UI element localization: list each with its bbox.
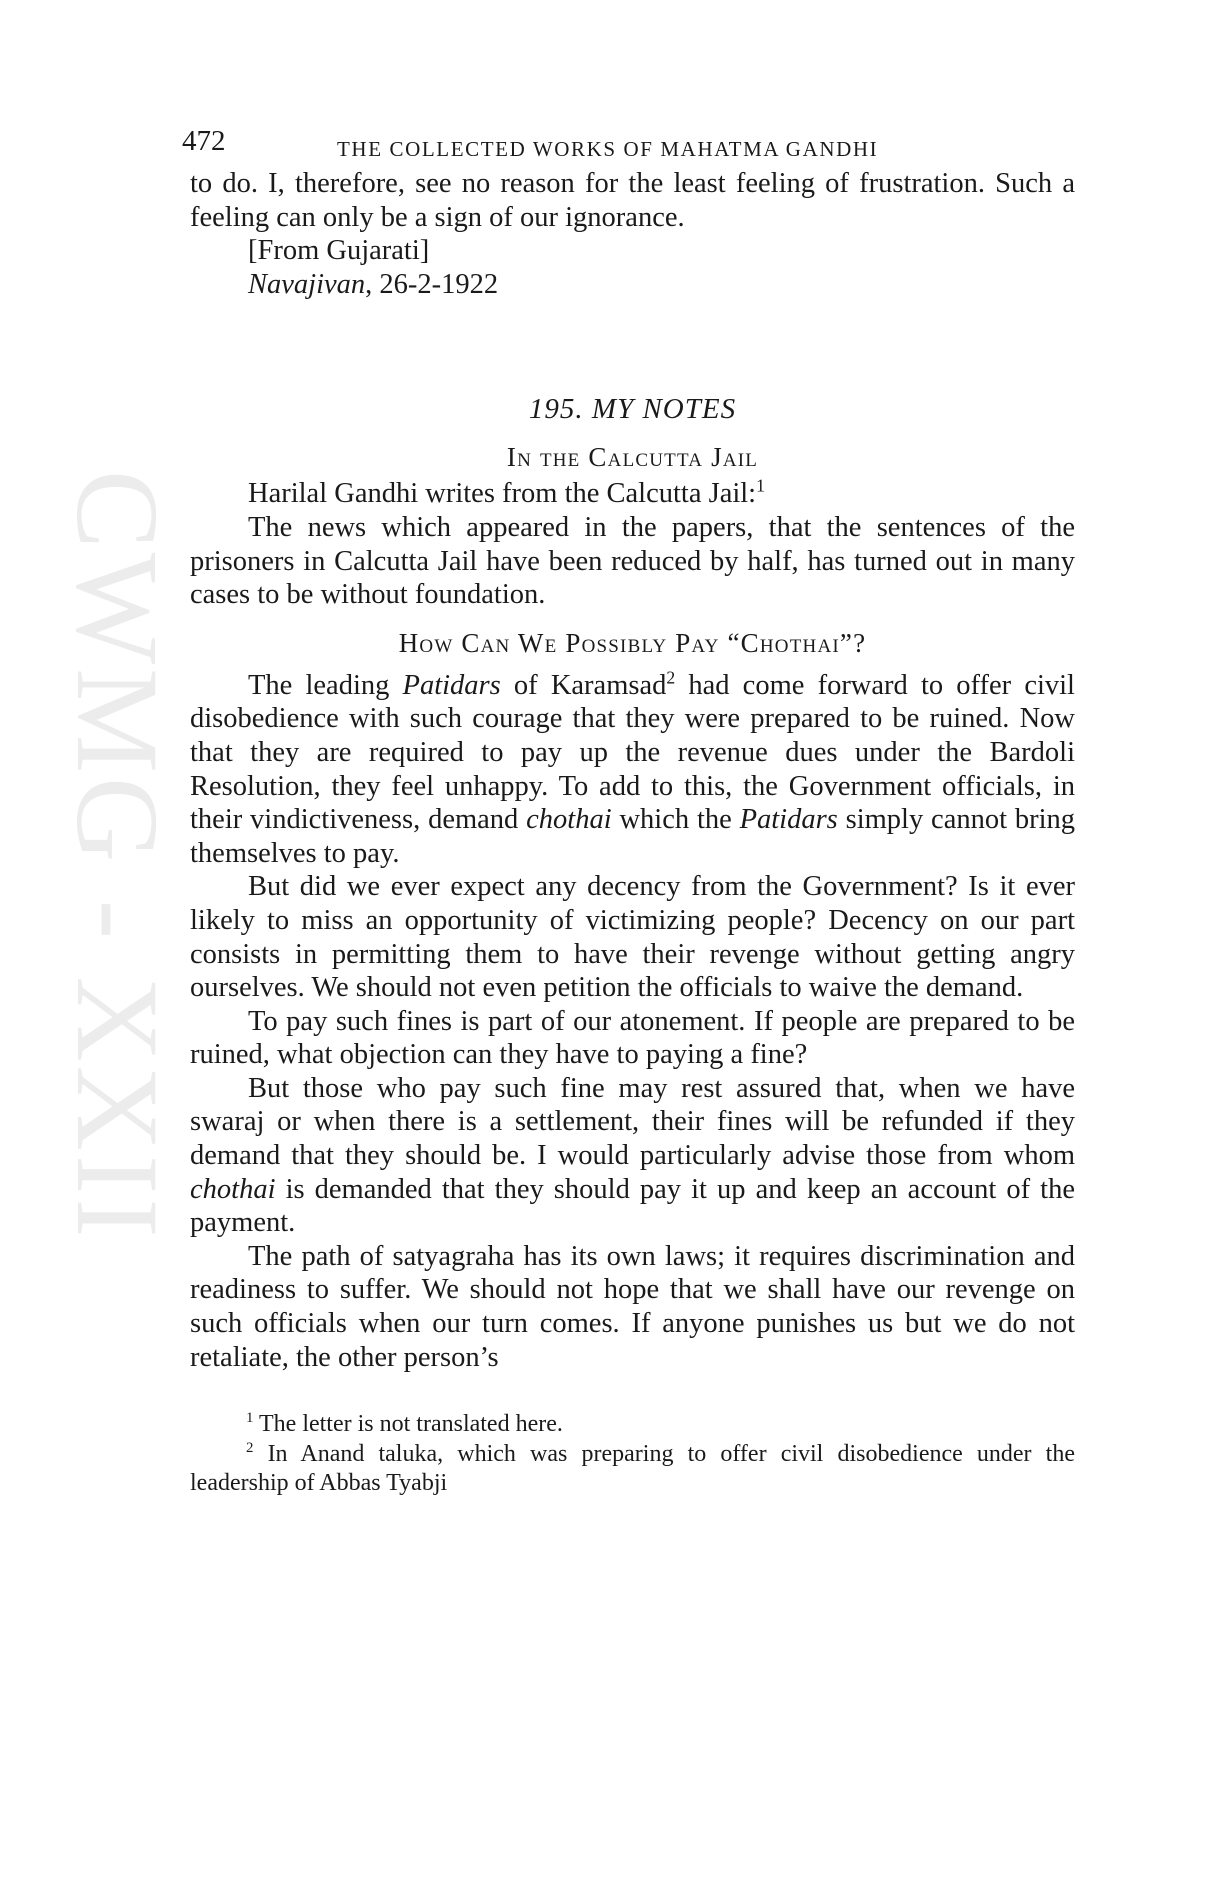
footnote-mark: 1 [246, 1410, 254, 1427]
paragraph: The news which appeared in the papers, that the sentences of the prisoners in Calcutta Jail have been reduced by half, has turned out in many cases to be without foundation. [190, 511, 1075, 611]
text-run: had come forward to offer civil disobedience with such courage that they were prepared to be ruined. Now that they are required to pay up the revenue dues under the Bardoli Resolution, they feel unhappy. To add to this, the Government officials, in their vindictiveness, demand [190, 669, 1075, 836]
source-note [190, 234, 1075, 268]
running-title: THE COLLECTED WORKS OF MAHATMA GANDHI [337, 137, 879, 161]
citation-date: , 26-2-1922 [365, 268, 499, 300]
italic-term: chothai [190, 1173, 276, 1205]
italic-term: chothai [526, 804, 612, 836]
section-heading-calcutta-jail: In the Calcutta Jail [506, 442, 759, 473]
watermark: CWMG - XXII [52, 470, 183, 1242]
citation [190, 268, 1075, 302]
footnote [190, 1410, 1075, 1440]
paragraph: The path of satyagraha has its own laws; it requires discrimination and readiness to suffer. We should not hope that we shall have our revenge on such officials when our turn comes. If anyone punishes us but we do not retaliate, the other person’s [190, 1240, 1075, 1373]
footnote-mark: 2 [246, 1439, 254, 1456]
paragraph [190, 477, 1075, 511]
paragraph: To pay such fines is part of our atonement. If people are prepared to be ruined, what objection can they have to paying a fine? [190, 1005, 1075, 1071]
paragraph: But did we ever expect any decency from the Government? Is it ever likely to miss an opportunity of victimizing people? Decency on our part consists in permitting them to have their revenge without getting angry ourselves. We should not even petition the officials to waive the demand. [190, 871, 1075, 1004]
text-run: is demanded that they should pay it up and keep an account of the payment. [190, 1173, 1075, 1239]
italic-term: Patidars [739, 804, 838, 836]
text-run: But those who pay such fine may rest assured that, when we have swaraj or when there is a settlement, their fines will be refunded if they demand that they should be. I would particularly advise those from whom [190, 1072, 1075, 1172]
section-heading-chothai: How Can We Possibly Pay “Chothai”? [398, 627, 867, 658]
footnote-ref: 2 [666, 667, 676, 688]
text-run: simply cannot bring themselves to pay. [190, 804, 1075, 869]
page [182, 125, 1075, 1499]
paragraph [190, 669, 1075, 871]
footnote-text: The letter is not translated here. [253, 1411, 563, 1438]
intro-paragraph: to do. I, therefore, see no reason for the least feeling of frustration. Such a feeling can only be a sign of our ignorance. [190, 168, 1075, 233]
footnote-ref: 1 [756, 475, 765, 496]
paragraph [190, 1072, 1075, 1240]
text-run: of Karamsad [500, 669, 667, 701]
text-run: which the [611, 804, 740, 836]
text-run: The leading [248, 669, 403, 701]
italic-term: Patidars [402, 669, 501, 701]
source-line: [From Gujarati] [248, 235, 430, 267]
article-title: 195. MY NOTES [528, 393, 737, 426]
footnote [190, 1440, 1075, 1499]
running-head [182, 125, 1075, 167]
footnotes [190, 1410, 1075, 1499]
paragraph-text: Harilal Gandhi writes from the Calcutta Jail: [248, 478, 757, 510]
footnote-text: In Anand taluka, which was preparing to offer civil disobedience under the leadership of Abbas Tyabji [190, 1440, 1075, 1497]
citation-publication: Navajivan [248, 268, 366, 300]
page-number: 472 [182, 125, 226, 157]
